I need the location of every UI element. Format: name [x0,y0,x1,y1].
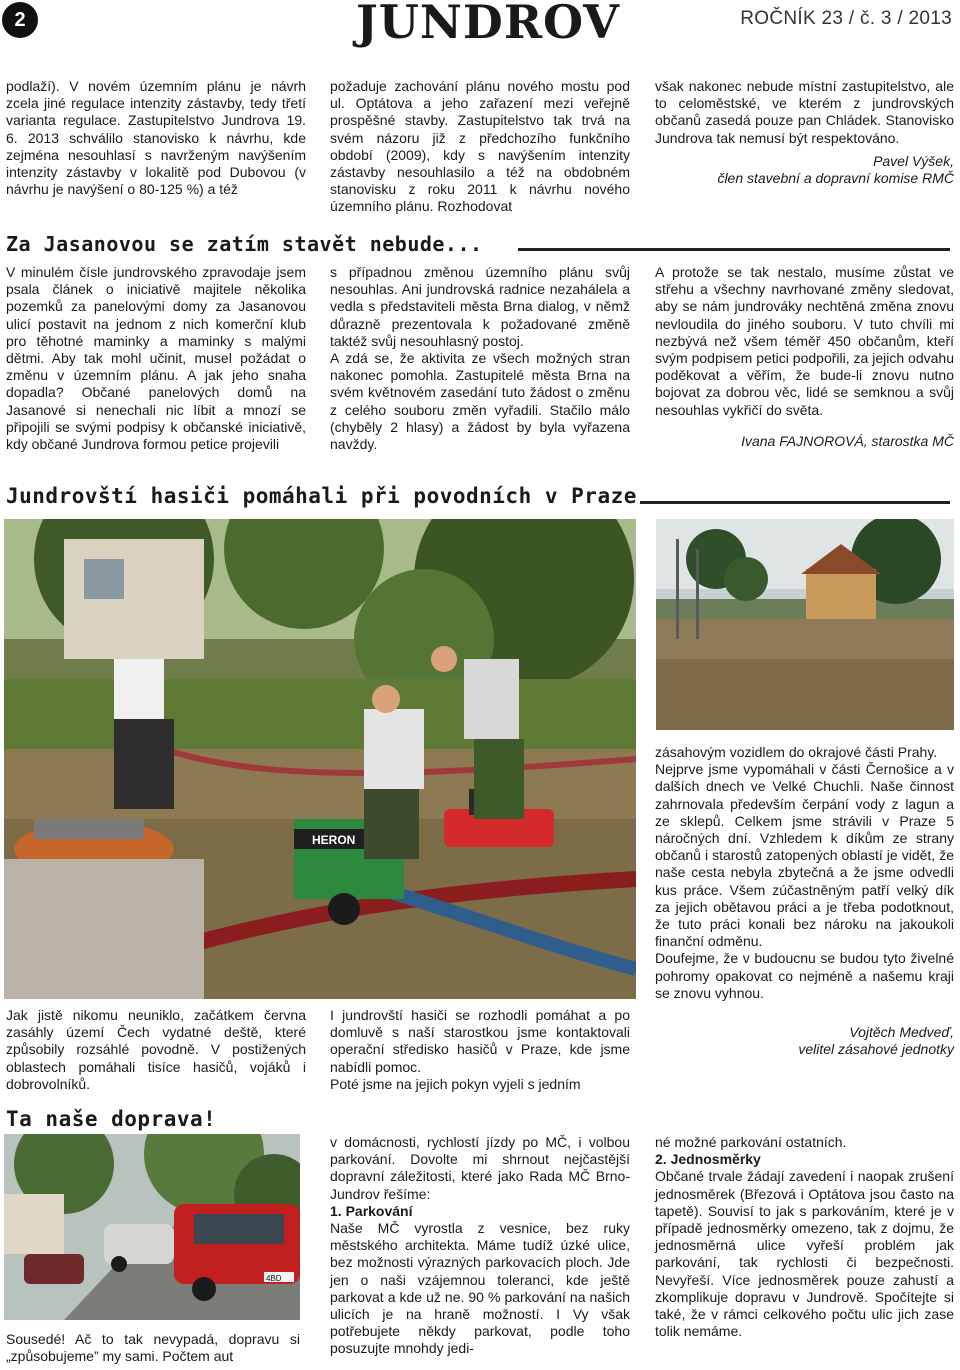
article1-col2: požaduje zachování plánu nového mostu pod ul. Optátova a jeho zařazení mezi veřejně prospěšné stavby. Zastupitelstvo tak trvá na svém názoru již z předchozího funkčního období (2009), kdy s navýšením intenzity zástavby nesouhlasilo a též na obdobném stanovisku z roku 2011 k návrhu nového územního plánu. Rozhodovat [330,78,630,215]
article2-col3: A protože se tak nestalo, musíme zůstat ve střehu a všechny navrhované změny sledovat, aby se nám jundrováky nechtěná změna znovu nevloudila do jiného souboru. V tuto chvíli mi nezbývá než všem téměř 450 občanům, kteří svým podpisem petici podpořili, za jejich odvahu poděkovat a věřím, že bude-li znovu nutno bojovat za dobrou věc, lidé se semknou a svůj nesouhlas vykřičí do světa. Ivana FAJNOROVÁ, starostka MČ [655,264,954,449]
article2-col1: V minulém čísle jundrovského zpravodaje jsem psala článek o iniciativě majitele několika pozemků za panelovými domy za Jasanovou ulicí postavit na jednom z nich komerční klub pro těhotné maminky a maminky s malými dětmi. Aby tak mohl učinit, musel požádat o změnu v územním plánu. A jak jeho snaha dopadla? Občané panelových domů na Jasanové si nenechali nic líbit a mnozí se připojili se svými podpisy k občanské iniciativě, kdy občané Jundrova formou petice projevili [6,264,306,453]
masthead: JUNDROV [356,0,620,49]
article3-col3: zásahovým vozidlem do okrajové části Prahy. Nejprve jsme vypomáhali v části Černošice a v dalších dnech ve Velké Chuchli. Naše činnost zahrnovala především čerpání vody z lagun a ze sklepů. Celkem jsme strávili v Praze 5 náročných dní. Vzhledem k díkům ze strany občanů i starostů zatopených oblastí je vidět, že naše cesta nebyla zbytečná a že jsme odvedli kus práce. Všem zúčastněným patří velký dík za jejich obětavou práci a je třeba podotknout, že tuto práci konali bez nároku na jakoukoli finanční odměnu. Doufejme, že v budoucnu se budou tyto živelné pohromy opakovat co nejméně a našemu kraji se znovu vyhnou. Vojtěch Medveď, velitel zásahové jednotky [655,744,954,1058]
flood-photo-svg [656,519,954,730]
pump-label: HERON [312,833,356,847]
article1-col3: však nakonec nebude místní zastupitelstvo, ale to celoměstské, ve kterém z jundrovských občanů zasedá pouze pan Chládek. Stanovisko Jundrova tak nemusí být respektováno. Pavel Výšek, člen stavební a dopravní komise RMČ [655,78,954,187]
article1-col1: podlaží). V novém územním plánu je návrh zcela jiné regulace intenzity zástavby, tedy třetí varianta regulace. Zastupitelstvo Jundrova 19. 6. 2013 schválilo stanovisko k návrhu, kde zejména nesouhlasí s navrženým navýšením intenzity zástavby v lokalitě pod Dubovou (v návrhu je navýšení o 80-125 %) a též [6,78,306,198]
article2-title: Za Jasanovou se zatím stavět nebude... [6,232,483,256]
firefighters-photo [4,519,636,999]
article3-title: Jundrovští hasiči pomáhali při povodních v Praze [6,484,637,508]
article2-title-rule [518,248,950,251]
article4-col1: Sousedé! Ač to tak nevypadá, dopravu si „způsobujeme” my sami. Počtem aut [6,1331,300,1365]
oneway-heading: 2. Jednosměrky [655,1151,761,1168]
plate-label: 4BD [266,1274,282,1283]
traffic-photo-svg [4,1134,300,1320]
article3-col1: Jak jistě nikomu neuniklo, začátkem června zasáhly území Čech vydatné deště, které způsobily rozsáhlé povodně. V postižených oblastech pomáhali tisíce hasičů, vojáků i dobrovolníků. [6,1007,306,1092]
article3-author: Vojtěch Medveď, [849,1024,954,1041]
article3-author-role: velitel zásahové jednotky [798,1041,954,1058]
firefighters-photo-svg [4,519,636,999]
parking-heading: 1. Parkování [330,1202,413,1219]
page-number: 2 [14,9,26,31]
article4-col3: né možné parkování ostatních. 2. Jednosměrky Občané trvale žádají zavedení i naopak zrušení jednosměrek (Březová i Optátova jsou často na tapetě). Souvisí to jak s parkováním, které je v případě jednosměrky omezeno, tak z dojmu, že jednosměrná ulice vyřeší problém jak parkování, tak rychlosti či bezpečnosti. Nevyřeší. Více jednosměrek pouze zahustí a zkomplikuje dopravu v Jundrově. Spočítejte si také, že v rámci celkového počtu ulic jich zase tolik nemáme. [655,1134,954,1340]
article3-title-rule [640,501,950,504]
issue-info: ROČNÍK 23 / č. 3 / 2013 [740,8,952,29]
article4-col2: v domácnosti, rychlostí jízdy po MČ, i volbou parkování. Dovolte mi shrnout nejčastější dopravní záležitosti, které jako Rada MČ Brno-Jundrov řešíme: 1. Parkování Naše MČ vyrostla z vesnice, bez ruky městského architekta. Máme tudíž úzké ulice, bez možnosti výrazných parkovacích ploch. Jde jen o naši vzájemnou toleranci, kde ještě parkovat a kde už ne. 90 % parkování na našich ulicích je na hraně možností. I Vy však potřebujete někdy parkovat, podle toho posuzujte mnohdy jedi- [330,1134,630,1357]
traffic-photo [4,1134,300,1320]
article1-author: Pavel Výšek, [873,152,954,169]
article3-col2: I jundrovští hasiči se rozhodli pomáhat a po domluvě s naší starostkou jsme kontaktovali operační středisko hasičů v Praze, kde jsme nabídli pomoc. Poté jsme na jejich pokyn vyjeli s jedním [330,1007,630,1092]
flood-photo [656,519,954,730]
article4-title: Ta naše doprava! [6,1107,217,1131]
article2-col2: s případnou změnou územního plánu svůj nesouhlas. Ani jundrovská radnice nezahálela a vedla s představiteli města Brna dialog, v němž důrazně prezentovala k požadované změně taktéž svůj nesouhlasný postoj. A zdá se, že aktivita ze všech možných stran nakonec pomohla. Zastupitelé města Brna na svém květnovém zasedání tuto žádost o změnu z celého souboru změn vyřadili. Stačilo málo (chyběly 2 hlasy) a žádost by byla vyřazena navždy. [330,264,630,453]
article2-author: Ivana FAJNOROVÁ, starostka MČ [741,432,954,449]
page-number-badge [2,2,38,38]
article1-author-role: člen stavební a dopravní komise RMČ [717,170,954,187]
